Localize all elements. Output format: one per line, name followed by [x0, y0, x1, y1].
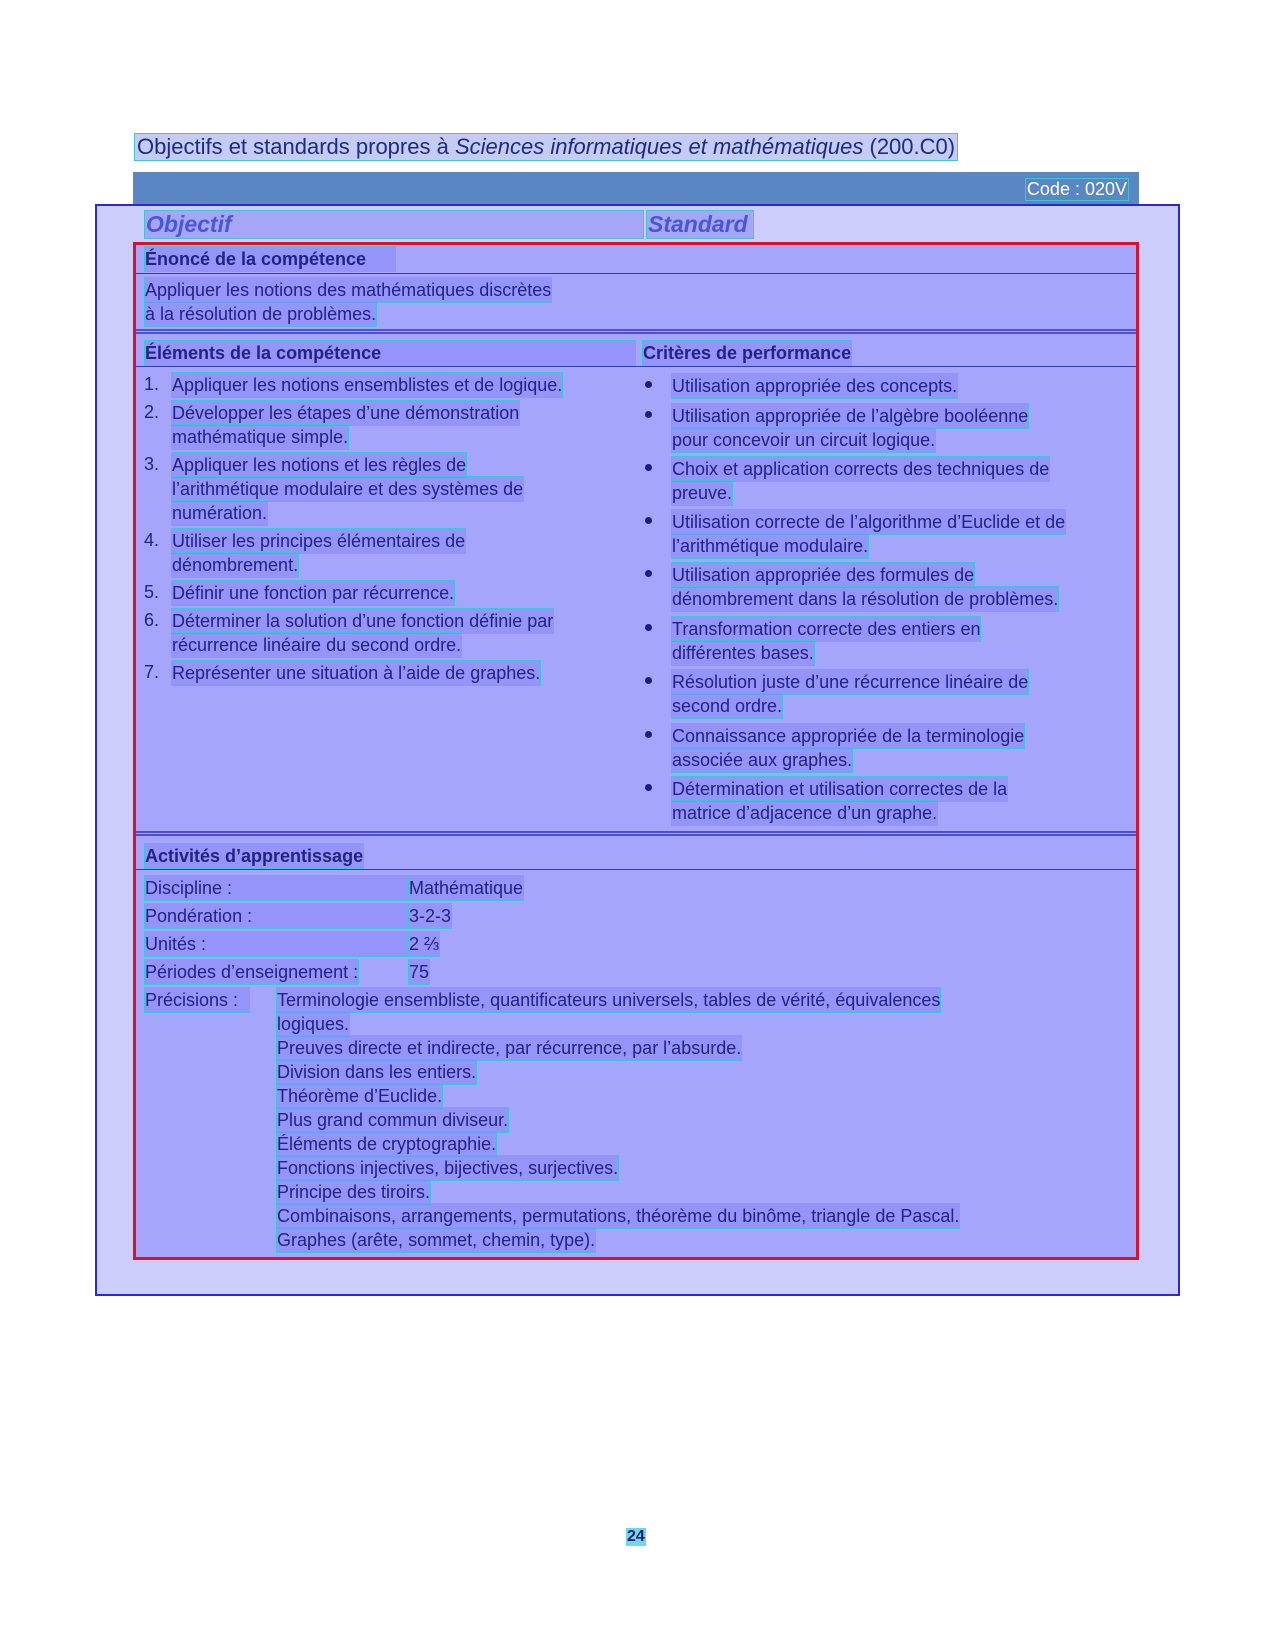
critere-8-line-2: associée aux graphes.: [671, 747, 853, 773]
title-program-name: Sciences informatiques et mathématiques: [454, 134, 864, 159]
elements-heading: Éléments de la compétence: [144, 340, 636, 366]
precision-line: Division dans les entiers.: [276, 1059, 477, 1085]
bullet-icon: [645, 411, 652, 418]
criteres-heading: Critères de performance: [642, 340, 852, 366]
enonce-heading: Énoncé de la compétence: [144, 246, 396, 272]
enonce-line-2: à la résolution de problèmes.: [144, 301, 377, 327]
element-number: 6.: [144, 610, 160, 630]
precision-line: Combinaisons, arrangements, permutations, théorème du binôme, triangle de Pascal.: [276, 1203, 960, 1229]
critere-8-line-1: Connaissance appropriée de la terminologie: [671, 723, 1025, 749]
element-1-line-1: Appliquer les notions ensemblistes et de logique.: [171, 372, 563, 398]
enonce-line-1: Appliquer les notions des mathématiques discrètes: [144, 277, 552, 303]
precision-line: Graphes (arête, sommet, chemin, type).: [276, 1227, 596, 1253]
divider: [136, 869, 1136, 870]
critere-2-line-2: pour concevoir un circuit logique.: [671, 427, 936, 453]
bullet-icon: [645, 464, 652, 471]
bullet-icon: [645, 517, 652, 524]
element-number: 3.: [144, 454, 160, 474]
periodes-value: 75: [408, 959, 430, 985]
document-title: [134, 133, 958, 161]
precision-line: logiques.: [276, 1011, 350, 1037]
element-number: 1.: [144, 374, 160, 394]
element-4-line-2: dénombrement.: [171, 552, 299, 578]
section-divider: [136, 831, 1136, 836]
code-bar: [133, 172, 1139, 204]
precision-line: Théorème d’Euclide.: [276, 1083, 443, 1109]
element-number: 2.: [144, 402, 160, 422]
element-7-line-1: Représenter une situation à l’aide de graphes.: [171, 660, 541, 686]
bullet-icon: [645, 570, 652, 577]
critere-4-line-1: Utilisation correcte de l’algorithme d’Euclide et de: [671, 509, 1066, 535]
critere-6-line-2: différentes bases.: [671, 640, 815, 666]
ponderation-label: Pondération :: [144, 903, 408, 929]
element-2-line-2: mathématique simple.: [171, 424, 349, 450]
divider: [136, 366, 1136, 367]
critere-3-line-2: preuve.: [671, 480, 733, 506]
critere-1-line-1: Utilisation appropriée des concepts.: [671, 373, 958, 399]
bullet-icon: [645, 381, 652, 388]
bullet-icon: [645, 624, 652, 631]
bullet-icon: [645, 784, 652, 791]
element-3-line-3: numération.: [171, 500, 268, 526]
precision-line: Principe des tiroirs.: [276, 1179, 431, 1205]
element-3-line-2: l’arithmétique modulaire et des systèmes de: [171, 476, 524, 502]
discipline-label: Discipline :: [144, 875, 408, 901]
unites-value: 2 ⅔: [408, 931, 440, 957]
precisions-label: Précisions :: [144, 987, 250, 1013]
critere-9-line-2: matrice d’adjacence d’un graphe.: [671, 800, 938, 826]
precision-line: Preuves directe et indirecte, par récurrence, par l’absurde.: [276, 1035, 742, 1061]
bullet-icon: [645, 677, 652, 684]
unites-label: Unités :: [144, 931, 408, 957]
critere-7-line-1: Résolution juste d’une récurrence linéaire de: [671, 669, 1029, 695]
critere-6-line-1: Transformation correcte des entiers en: [671, 616, 981, 642]
objectif-header: Objectif: [144, 210, 644, 239]
element-6-line-2: récurrence linéaire du second ordre.: [171, 632, 462, 658]
element-number: 4.: [144, 530, 160, 550]
element-3-line-1: Appliquer les notions et les règles de: [171, 452, 467, 478]
section-divider: [136, 329, 1136, 334]
element-number: 5.: [144, 582, 160, 602]
precision-line: Terminologie ensembliste, quantificateurs universels, tables de vérité, équivalences: [276, 987, 941, 1013]
bullet-icon: [645, 731, 652, 738]
element-number: 7.: [144, 662, 160, 682]
precision-line: Fonctions injectives, bijectives, surjectives.: [276, 1155, 619, 1181]
critere-7-line-2: second ordre.: [671, 693, 783, 719]
ponderation-value: 3-2-3: [408, 903, 452, 929]
title-prefix: Objectifs et standards propres à: [137, 134, 455, 159]
precision-line: Éléments de cryptographie.: [276, 1131, 497, 1157]
element-5-line-1: Définir une fonction par récurrence.: [171, 580, 455, 606]
course-code: Code : 020V: [1026, 179, 1127, 199]
periodes-label: Périodes d’enseignement :: [144, 959, 359, 985]
page-number: 24: [627, 1528, 645, 1545]
divider: [136, 273, 1136, 274]
standard-header: Standard: [646, 210, 754, 239]
title-suffix: (200.C0): [863, 134, 956, 159]
critere-9-line-1: Détermination et utilisation correctes de la: [671, 776, 1008, 802]
discipline-value: Mathématique: [408, 875, 524, 901]
critere-3-line-1: Choix et application corrects des techniques de: [671, 456, 1050, 482]
critere-5-line-2: dénombrement dans la résolution de problèmes.: [671, 586, 1059, 612]
critere-5-line-1: Utilisation appropriée des formules de: [671, 562, 975, 588]
critere-2-line-1: Utilisation appropriée de l’algèbre booléenne: [671, 403, 1029, 429]
element-6-line-1: Déterminer la solution d’une fonction définie par: [171, 608, 554, 634]
activites-heading: Activités d’apprentissage: [144, 843, 364, 869]
element-2-line-1: Développer les étapes d’une démonstration: [171, 400, 520, 426]
element-4-line-1: Utiliser les principes élémentaires de: [171, 528, 466, 554]
precision-line: Plus grand commun diviseur.: [276, 1107, 509, 1133]
critere-4-line-2: l’arithmétique modulaire.: [671, 533, 869, 559]
